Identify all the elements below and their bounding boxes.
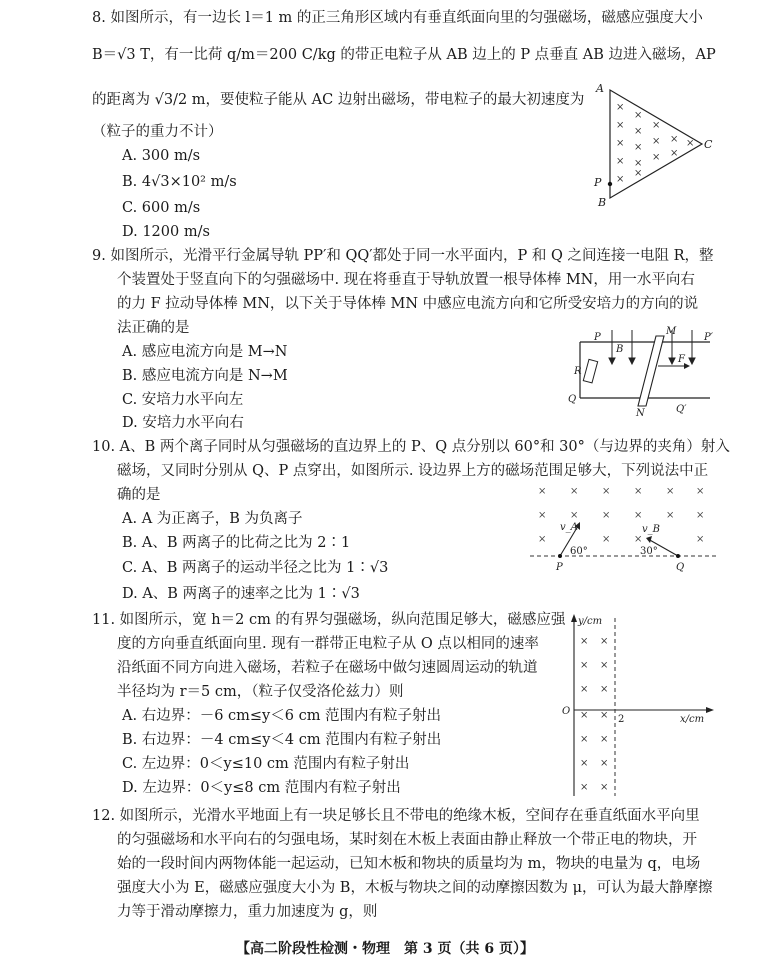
- label-c: C: [704, 138, 713, 151]
- label-va: v_A: [560, 522, 578, 533]
- q8-line-3: 的距离为 √3/2 m，要使粒子能从 AC 边射出磁场，带电粒子的最大初速度为: [92, 92, 585, 108]
- q12-line-5: 力等于滑动摩擦力，重力加速度为 g，则: [117, 904, 378, 920]
- label-30deg: 30°: [640, 546, 658, 557]
- svg-text:×: ×: [616, 174, 625, 185]
- q11-option-d: D. 左边界：0＜y≤8 cm 范围内有粒子射出: [122, 780, 401, 796]
- svg-text:×: ×: [580, 660, 589, 671]
- label-p: P: [594, 176, 602, 189]
- label-q: Q: [568, 394, 577, 405]
- q8-triangle-figure: [590, 80, 720, 210]
- q12-line-3: 始的一段时间内两物体能一起运动，已知木板和物块的质量均为 m，物块的电量为 q，电场: [117, 856, 701, 872]
- svg-text:×: ×: [616, 102, 625, 113]
- q11-line-4: 半径均为 r＝5 cm，（粒子仅受洛伦兹力）则: [117, 684, 404, 700]
- svg-text:×: ×: [686, 138, 695, 149]
- label-p-prime: P′: [704, 332, 713, 343]
- q11-option-c: C. 左边界：0＜y≤10 cm 范围内有粒子射出: [122, 756, 410, 772]
- svg-text:×: ×: [666, 486, 675, 497]
- q9-option-d: D. 安培力水平向右: [122, 415, 244, 431]
- magnetic-field-marks: [538, 486, 704, 545]
- svg-text:×: ×: [602, 486, 611, 497]
- q11-line-3: 沿纸面不同方向进入磁场，若粒子在磁场中做匀速圆周运动的轨道: [117, 660, 538, 676]
- label-two: 2: [618, 714, 625, 725]
- svg-text:×: ×: [600, 636, 609, 647]
- q9-option-b: B. 感应电流方向是 N→M: [122, 368, 288, 384]
- svg-text:×: ×: [538, 486, 547, 497]
- svg-text:×: ×: [600, 734, 609, 745]
- page-footer: 【高二阶段性检测・物理 第 3 页（共 6 页）】: [236, 941, 534, 957]
- svg-text:×: ×: [666, 510, 675, 521]
- label-p: P: [594, 332, 601, 343]
- point-p: [558, 554, 562, 558]
- svg-text:×: ×: [580, 636, 589, 647]
- q11-axes-figure: [558, 612, 718, 798]
- svg-text:×: ×: [634, 126, 643, 137]
- q9-option-a: A. 感应电流方向是 M→N: [122, 344, 288, 360]
- label-60deg: 60°: [570, 546, 588, 557]
- q9-option-c: C. 安培力水平向左: [122, 392, 244, 408]
- svg-text:×: ×: [634, 534, 643, 545]
- svg-text:×: ×: [670, 148, 679, 159]
- q10-boundary-figure: [530, 476, 720, 576]
- svg-text:×: ×: [634, 510, 643, 521]
- svg-text:×: ×: [634, 158, 643, 169]
- q8-option-b: B. 4√3×10² m/s: [122, 174, 237, 190]
- svg-text:×: ×: [616, 138, 625, 149]
- svg-text:×: ×: [538, 534, 547, 545]
- q9-line-4: 法正确的是: [117, 320, 190, 336]
- q8-line-2: B＝√3 T，有一比荷 q/m＝200 C/kg 的带正电粒子从 AB 边上的 P 点垂直 AB 边进入磁场，AP: [92, 47, 716, 63]
- label-b: B: [616, 344, 624, 355]
- magnetic-field-marks: [580, 636, 608, 793]
- q8-option-c: C. 600 m/s: [122, 200, 201, 216]
- label-y-axis: y/cm: [578, 616, 603, 627]
- label-m: M: [666, 326, 677, 337]
- svg-text:×: ×: [602, 534, 611, 545]
- svg-text:×: ×: [670, 134, 679, 145]
- svg-text:×: ×: [600, 684, 609, 695]
- svg-text:×: ×: [652, 152, 661, 163]
- q11-option-a: A. 右边界：－6 cm≤y＜6 cm 范围内有粒子射出: [122, 708, 442, 724]
- svg-text:×: ×: [616, 120, 625, 131]
- label-vb: v_B: [642, 524, 660, 535]
- q11-line-1: 11. 如图所示，宽 h＝2 cm 的有界匀强磁场，纵向范围足够大，磁感应强: [92, 612, 566, 628]
- label-origin: O: [562, 706, 571, 717]
- point-q: [676, 554, 680, 558]
- q8-line-4: （粒子的重力不计）: [92, 124, 223, 140]
- svg-text:×: ×: [602, 510, 611, 521]
- label-b: B: [598, 196, 607, 209]
- q12-line-2: 的匀强磁场和水平向右的匀强电场，某时刻在木板上表面由静止释放一个带正电的物块，开: [117, 832, 697, 848]
- label-n: N: [636, 408, 645, 419]
- svg-text:×: ×: [600, 758, 609, 769]
- svg-text:×: ×: [600, 782, 609, 793]
- svg-text:×: ×: [634, 486, 643, 497]
- q8-line-1: 8. 如图所示，有一边长 l＝1 m 的正三角形区域内有垂直纸面向里的匀强磁场，磁感应强度大小: [92, 10, 703, 26]
- svg-text:×: ×: [634, 142, 643, 153]
- svg-text:×: ×: [570, 486, 579, 497]
- q10-line-2: 磁场，又同时分别从 Q、P 点穿出，如图所示. 设边界上方的磁场范围足够大，下列说法中正: [117, 463, 709, 479]
- q10-option-b: B. A、B 两离子的比荷之比为 2∶1: [122, 535, 351, 551]
- q10-line-3: 确的是: [117, 487, 161, 503]
- label-r: R: [574, 366, 582, 377]
- svg-text:×: ×: [580, 782, 589, 793]
- label-f: F: [678, 354, 685, 365]
- q8-option-a: A. 300 m/s: [122, 148, 201, 164]
- label-a: A: [596, 82, 604, 95]
- svg-text:×: ×: [580, 758, 589, 769]
- svg-text:×: ×: [616, 156, 625, 167]
- svg-text:×: ×: [538, 510, 547, 521]
- svg-text:×: ×: [634, 110, 643, 121]
- resistor: [583, 359, 597, 383]
- q11-line-2: 度的方向垂直纸面向里. 现有一群带正电粒子从 O 点以相同的速率: [117, 636, 539, 652]
- q9-line-2: 个装置处于竖直向下的匀强磁场中. 现在将垂直于导轨放置一根导体棒 MN，用一水平向右: [117, 272, 695, 288]
- label-q-prime: Q′: [676, 404, 687, 415]
- q12-line-1: 12. 如图所示，光滑水平地面上有一块足够长且不带电的绝缘木板，空间存在垂直纸面水平向里: [92, 808, 700, 824]
- svg-text:×: ×: [696, 534, 705, 545]
- q9-line-3: 的力 F 拉动导体棒 MN，以下关于导体棒 MN 中感应电流方向和它所受安培力的方向的说: [117, 296, 699, 312]
- magnetic-field-marks: [616, 102, 694, 185]
- label-p: P: [556, 562, 563, 573]
- point-p: [608, 182, 612, 186]
- svg-text:×: ×: [634, 168, 643, 179]
- svg-text:×: ×: [580, 710, 589, 721]
- q8-option-d: D. 1200 m/s: [122, 224, 210, 240]
- q11-option-b: B. 右边界：－4 cm≤y＜4 cm 范围内有粒子射出: [122, 732, 442, 748]
- svg-text:×: ×: [652, 120, 661, 131]
- q10-option-d: D. A、B 两离子的速率之比为 1∶√3: [122, 586, 360, 602]
- q9-rail-figure: [560, 322, 720, 422]
- svg-text:×: ×: [580, 734, 589, 745]
- q10-option-c: C. A、B 两离子的运动半径之比为 1∶√3: [122, 560, 389, 576]
- svg-text:×: ×: [570, 510, 579, 521]
- svg-text:×: ×: [652, 136, 661, 147]
- q10-option-a: A. A 为正离子，B 为负离子: [122, 511, 303, 527]
- label-q: Q: [676, 562, 685, 573]
- svg-text:×: ×: [600, 710, 609, 721]
- svg-text:×: ×: [580, 684, 589, 695]
- label-x-axis: x/cm: [680, 714, 705, 725]
- q12-line-4: 强度大小为 E，磁感应强度大小为 B，木板与物块之间的动摩擦因数为 μ，可认为最大静摩擦: [117, 880, 713, 896]
- svg-text:×: ×: [696, 510, 705, 521]
- svg-text:×: ×: [600, 660, 609, 671]
- q10-line-1: 10. A、B 两个离子同时从匀强磁场的直边界上的 P、Q 点分别以 60°和 30°（与边界的夹角）射入: [92, 439, 730, 455]
- svg-text:×: ×: [696, 486, 705, 497]
- q9-line-1: 9. 如图所示，光滑平行金属导轨 PP′和 QQ′都处于同一水平面内，P 和 Q 之间连接一电阻 R，整: [92, 248, 714, 264]
- conductor-rod: [638, 336, 664, 406]
